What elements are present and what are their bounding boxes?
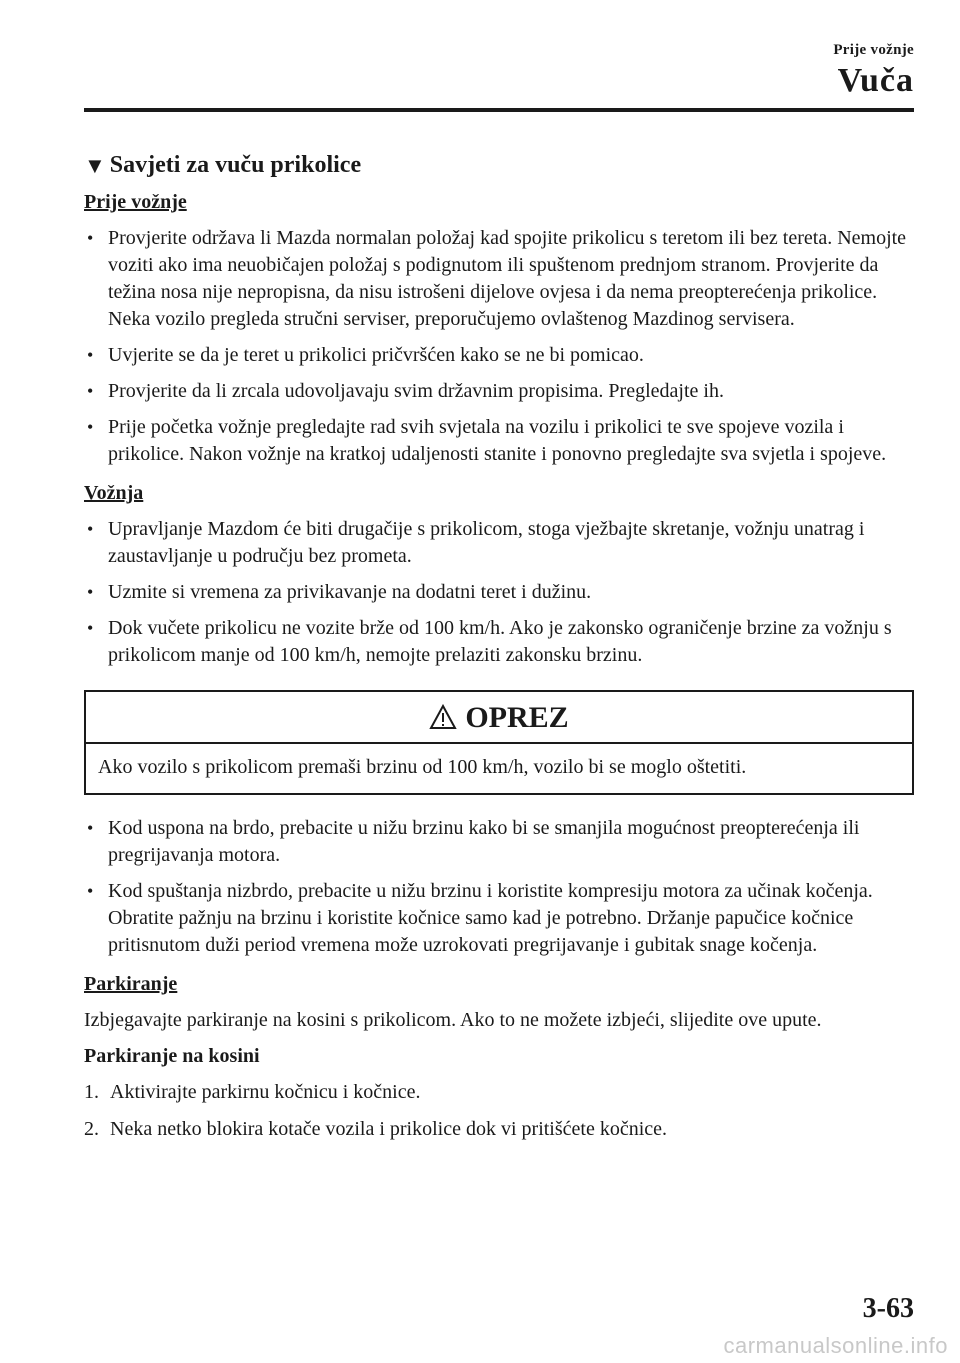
subheading-driving: Vožnja	[84, 482, 144, 504]
bullet-icon: •	[87, 345, 94, 365]
bullet-icon: •	[87, 818, 94, 838]
list-item	[84, 225, 914, 333]
page-content	[84, 152, 914, 1153]
step-item	[84, 1116, 914, 1143]
list-item	[84, 342, 914, 369]
driving-list-continued	[84, 815, 914, 959]
list-item	[84, 615, 914, 669]
parking-steps	[84, 1079, 914, 1143]
list-item-text: Uzmite si vremena za privikavanje na dodatni teret i dužinu.	[108, 581, 592, 603]
bullet-icon: •	[87, 582, 94, 602]
caution-header	[86, 692, 912, 744]
slope-parking-heading: Parkiranje na kosini	[84, 1045, 260, 1067]
bullet-icon: •	[87, 417, 94, 437]
list-item	[84, 878, 914, 959]
step-text: Neka netko blokira kotače vozila i prikolice dok vi pritišćete kočnice.	[110, 1118, 668, 1140]
bullet-icon: •	[87, 618, 94, 638]
page-number: 3-63	[862, 1293, 914, 1324]
list-item-text: Dok vučete prikolicu ne vozite brže od 100 km/h. Ako je zakonsko ograničenje brzine za vožnju s prikolicom manje od 100 km/h, nemojte prelaziti zakonsku brzinu.	[108, 617, 892, 666]
header-divider	[84, 108, 914, 112]
list-item	[84, 579, 914, 606]
step-text: Aktivirajte parkirnu kočnicu i kočnice.	[110, 1081, 421, 1103]
list-item	[84, 815, 914, 869]
list-item	[84, 378, 914, 405]
list-item-text: Kod uspona na brdo, prebacite u nižu brzinu kako bi se smanjila mogućnost preopterećenja ili pregrijavanja motora.	[108, 817, 860, 866]
chapter-label: Prije vožnje	[833, 42, 914, 58]
bullet-icon: •	[87, 228, 94, 248]
subheading-before-driving: Prije vožnje	[84, 191, 187, 213]
list-item-text: Uvjerite se da je teret u prikolici pričvršćen kako se ne bi pomicao.	[108, 344, 644, 366]
list-item-text: Provjerite da li zrcala udovoljavaju svim državnim propisima. Pregledajte ih.	[108, 380, 724, 402]
list-item-text: Provjerite održava li Mazda normalan položaj kad spojite prikolicu s teretom ili bez tereta. Nemojte voziti ako ima neuobičajen položaj s podignutom ili spuštenom prednjom stranom. Provjerite da težina nosa nije nepropisna, da nisu istrošeni dijelove ovjesa i da nema preopterećenja prikolice. Neka vozilo pregleda stručni serviser, preporučujemo ovlaštenog Mazdinog servisera.	[108, 227, 907, 330]
step-number: 2.	[84, 1118, 99, 1140]
list-item	[84, 516, 914, 570]
warning-icon	[429, 704, 457, 730]
topic-heading-text: Savjeti za vuču prikolice	[109, 152, 362, 178]
list-item-text: Upravljanje Mazdom će biti drugačije s prikolicom, stoga vježbajte skretanje, vožnju unatrag i zaustavljanje u području bez prometa.	[108, 518, 865, 567]
step-number: 1.	[84, 1081, 99, 1103]
bullet-icon: •	[87, 381, 94, 401]
driving-list	[84, 516, 914, 669]
list-item-text: Kod spuštanja nizbrdo, prebacite u nižu brzinu i koristite kompresiju motora za učinak kočenja. Obratite pažnju na brzinu i koristite kočnice samo kad je potrebno. Držanje papučice kočnice pritisnutom duži period vremena može uzrokovati pregrijavanje i gubitak snage kočenja.	[108, 880, 873, 956]
watermark: carmanualsonline.info	[723, 1333, 948, 1358]
list-item-text: Prije početka vožnje pregledajte rad svih svjetala na vozilu i prikolici te sve spojeve vozila i prikolice. Nakon vožnje na kratkoj udaljenosti stanite i ponovno pregledajte sva svjetla i spojeve.	[108, 416, 887, 465]
subheading-parking: Parkiranje	[84, 973, 178, 995]
triangle-down-icon: ▼	[84, 153, 106, 178]
caution-box	[84, 690, 914, 795]
caution-text: Ako vozilo s prikolicom premaši brzinu od 100 km/h, vozilo bi se moglo oštetiti.	[98, 756, 747, 778]
list-item	[84, 414, 914, 468]
parking-intro: Izbjegavajte parkiranje na kosini s prikolicom. Ako to ne možete izbjeći, slijedite ove upute.	[84, 1009, 822, 1031]
step-item	[84, 1079, 914, 1106]
bullet-icon: •	[87, 519, 94, 539]
section-title: Vuča	[837, 62, 914, 99]
before-driving-list	[84, 225, 914, 468]
topic-heading	[84, 152, 914, 179]
bullet-icon: •	[87, 881, 94, 901]
caution-title: OPREZ	[465, 700, 569, 734]
